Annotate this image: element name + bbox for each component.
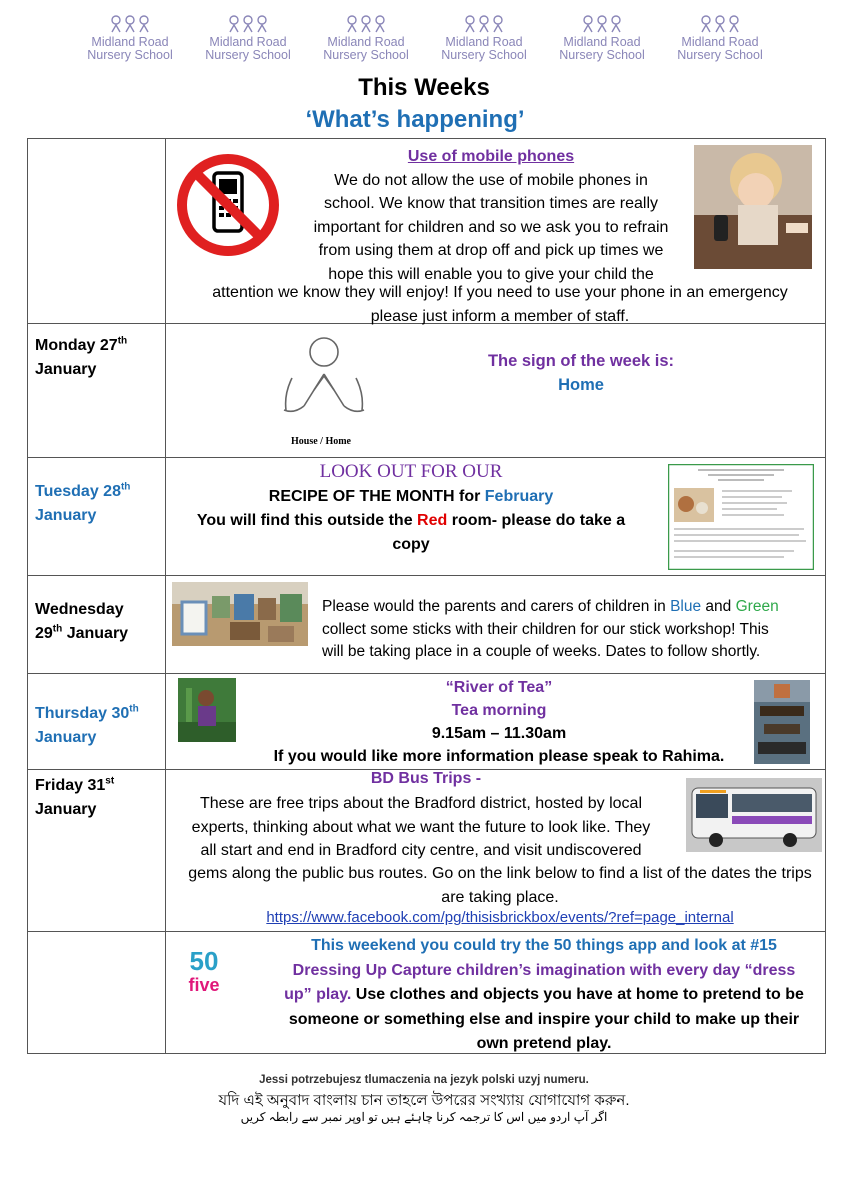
day-cell-wednesday xyxy=(28,576,166,674)
school-name-line2: Nursery School xyxy=(205,48,291,62)
weekly-table xyxy=(27,138,826,1054)
month-label: January xyxy=(62,625,129,642)
school-name-line1: Midland Road xyxy=(209,35,287,49)
school-logo-icon xyxy=(344,14,388,34)
school-logo-icon xyxy=(108,14,152,34)
app-text-part: Use clothes and objects you have at home to pretend to be xyxy=(351,986,804,1003)
table-row xyxy=(28,674,826,770)
school-name-line2: Nursery School xyxy=(677,48,763,62)
sticks-cell xyxy=(166,576,826,674)
sticks-blue-label: Blue xyxy=(670,598,702,615)
phones-text-line: We do not allow the use of mobile phones in xyxy=(334,171,648,189)
bus-text-line: are taking place. xyxy=(441,888,559,906)
page-subtitle: ‘What’s happening’ xyxy=(305,106,525,133)
sticks-text xyxy=(322,596,822,664)
tea-info: If you would like more information please speak to Rahima. xyxy=(273,748,725,765)
day-label: Tuesday 28 xyxy=(35,483,121,500)
phones-text-line: hope this will enable you to give your child the xyxy=(328,265,654,283)
logo-number: 50 xyxy=(189,946,219,976)
fifty-things-logo xyxy=(186,948,222,996)
day-suffix: th xyxy=(120,481,131,493)
school-logo-icon xyxy=(698,14,742,34)
sticks-text-part: and xyxy=(701,598,736,615)
school-logo-icon xyxy=(580,14,624,34)
day-suffix: th xyxy=(117,335,128,347)
bus-text xyxy=(166,862,834,909)
sign-line1: The sign of the week is: xyxy=(487,352,675,370)
logo-word: five xyxy=(188,975,220,995)
day-date: 29 xyxy=(35,625,53,642)
recipe-line3 xyxy=(166,512,656,530)
recipe-line2 xyxy=(166,488,656,506)
app-line4: someone or something else and inspire your child to make up their xyxy=(288,1010,800,1028)
no-phone-icon xyxy=(174,151,282,259)
sticks-line3: will be taking place in a couple of weeks. Dates to follow shortly. xyxy=(322,643,761,660)
home-sign-icon xyxy=(274,334,374,434)
day-label: Friday 31 xyxy=(35,777,106,794)
school-name-line2: Nursery School xyxy=(87,48,173,62)
school-logo xyxy=(80,14,180,70)
recipe-month: February xyxy=(484,488,554,505)
day-suffix: th xyxy=(52,623,63,635)
footer-urdu: اگر آپ اردو میں اس کا ترجمہ کرنا چاہئے ہیں تو اوپر نمبر سے رابطہ کریں xyxy=(240,1110,608,1124)
table-row xyxy=(28,770,826,932)
day-cell-empty xyxy=(28,139,166,324)
school-name-line1: Midland Road xyxy=(445,35,523,49)
table-row xyxy=(28,139,826,324)
phones-text-line: please just inform a member of staff. xyxy=(370,307,630,325)
bus-heading: BD Bus Trips - xyxy=(370,770,482,787)
day-cell-empty xyxy=(28,932,166,1054)
school-logo xyxy=(552,14,652,70)
header-logos xyxy=(80,14,770,70)
day-cell-thursday xyxy=(28,674,166,770)
app-cell xyxy=(166,932,826,1054)
tea-cell xyxy=(166,674,826,770)
month-label: January xyxy=(35,507,97,524)
sticks-line1 xyxy=(322,596,822,619)
page-title: This Weeks xyxy=(358,74,490,101)
sign-word: Home xyxy=(558,376,604,394)
app-line5: own pretend play. xyxy=(476,1035,612,1052)
day-label: Thursday 30 xyxy=(35,705,130,722)
month-label: January xyxy=(35,361,97,378)
tea-time: 9.15am – 11.30am xyxy=(431,725,567,742)
bus-text-line: These are free trips about the Bradford district, hosted by local xyxy=(199,795,642,812)
school-name-line2: Nursery School xyxy=(323,48,409,62)
day-cell-monday xyxy=(28,324,166,458)
school-logo-icon xyxy=(226,14,270,34)
sign-caption: House / Home xyxy=(291,436,351,447)
sticks-green-label: Green xyxy=(735,598,779,615)
day-cell-friday xyxy=(28,770,166,932)
recipe-cell xyxy=(166,458,826,576)
table-row xyxy=(28,932,826,1054)
table-row xyxy=(28,458,826,576)
school-logo xyxy=(670,14,770,70)
app-text-part: up” play. xyxy=(284,986,352,1003)
day-suffix: th xyxy=(129,703,139,715)
bus-text-line: experts, thinking about what we want the future to look like. They xyxy=(191,818,651,836)
day-label: Wednesday xyxy=(35,601,124,618)
phones-text-line: important for children and so we ask you to refrain xyxy=(313,218,669,236)
sign-cell xyxy=(166,324,826,458)
day-label: Monday 27 xyxy=(35,337,118,354)
day-cell-tuesday xyxy=(28,458,166,576)
school-logo xyxy=(434,14,534,70)
phones-cell xyxy=(166,139,826,324)
recipe-room-color: Red xyxy=(417,512,448,529)
phones-heading: Use of mobile phones xyxy=(407,148,575,165)
bus-events-link[interactable]: https://www.facebook.com/pg/thisisbrickbox/events/?ref=page_internal xyxy=(266,909,734,926)
recipe-card-thumbnail xyxy=(668,464,814,570)
school-logo-icon xyxy=(462,14,506,34)
phones-text-line: school. We know that transition times are really xyxy=(323,195,659,212)
bus-cell xyxy=(166,770,826,932)
tea-subtitle: Tea morning xyxy=(451,702,547,719)
recipe-line4: copy xyxy=(392,536,430,553)
table-row xyxy=(28,576,826,674)
tea-text xyxy=(166,676,832,768)
school-name-line1: Midland Road xyxy=(563,35,641,49)
day-suffix: st xyxy=(105,775,115,787)
app-line1: This weekend you could try the 50 things app and look at #15 xyxy=(311,937,777,954)
phones-text-line: from using them at drop off and pick up times we xyxy=(318,242,664,259)
bus-text xyxy=(166,792,676,863)
month-label: January xyxy=(35,801,97,818)
school-logo xyxy=(316,14,416,70)
school-logo xyxy=(198,14,298,70)
school-name-line1: Midland Road xyxy=(91,35,169,49)
month-label: January xyxy=(35,729,97,746)
footer-polish: Jessi potrzebujesz tlumaczenia na jezyk polski uzyj numeru. xyxy=(259,1074,589,1086)
school-name-line1: Midland Road xyxy=(327,35,405,49)
recipe-text: You will find this outside the xyxy=(196,512,418,529)
app-text xyxy=(254,934,834,1057)
bus-text-line: all start and end in Bradford city centre, and visit undiscovered xyxy=(200,842,642,859)
school-name-line2: Nursery School xyxy=(559,48,645,62)
app-line3 xyxy=(254,983,834,1008)
tea-title: “River of Tea” xyxy=(445,679,553,696)
bus-photo xyxy=(686,778,822,852)
app-line2: Dressing Up Capture children’s imagination with every day “dress xyxy=(292,961,796,979)
table-row xyxy=(28,324,826,458)
sticks-line2: collect some sticks with their children for our stick workshop! This xyxy=(322,620,769,638)
sticks-text-part: Please would the parents and carers of children in xyxy=(322,598,671,615)
recipe-line1: LOOK OUT FOR OUR xyxy=(319,461,503,482)
recipe-text: RECIPE OF THE MONTH for xyxy=(268,488,485,505)
school-name-line1: Midland Road xyxy=(681,35,759,49)
stick-workshop-photo xyxy=(172,582,308,646)
recipe-text: room- please do take a xyxy=(447,512,626,529)
phones-text-line: attention we know they will enjoy! If you need to use your phone in an emergency xyxy=(212,284,788,301)
bus-text-line: gems along the public bus routes. Go on the link below to find a list of the dates the trips xyxy=(188,865,812,882)
footer-bengali: যদি এই অনুবাদ বাংলায় চান তাহলে উপরের সংখ্যায় যোগাযোগ করুন. xyxy=(218,1092,630,1109)
child-phone-photo xyxy=(694,145,812,269)
school-name-line2: Nursery School xyxy=(441,48,527,62)
